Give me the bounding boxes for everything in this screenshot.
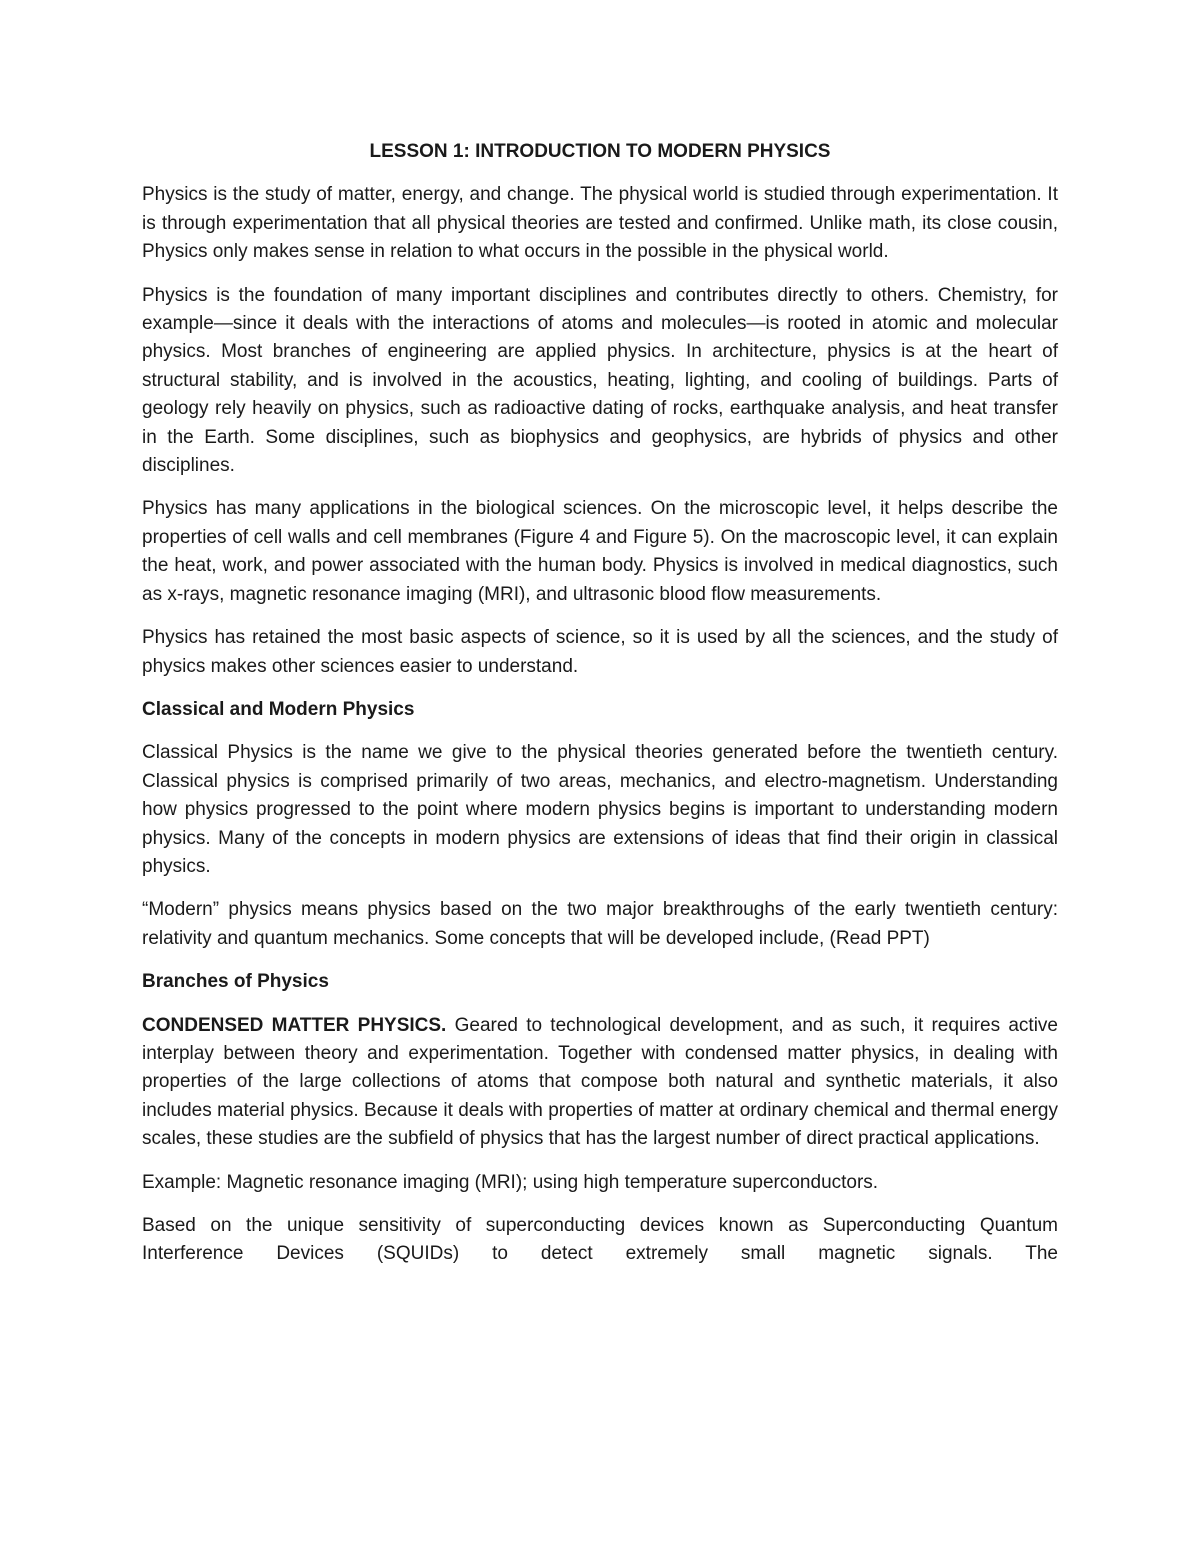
condensed-matter-paragraph [142, 1012, 1058, 1154]
intro-paragraph-2: Physics is the foundation of many important disciplines and contributes directly to others. Chemistry, for example—since it deals with the interactions of atoms and molecules—is rooted in atomic and molecular physics. Most branches of engineering are applied physics. In architecture, physics is at the heart of structural stability, and is involved in the acoustics, heating, lighting, and cooling of buildings. Parts of geology rely heavily on physics, such as radioactive dating of rocks, earthquake analysis, and heat transfer in the Earth. Some disciplines, such as biophysics and geophysics, are hybrids of physics and other disciplines. [142, 284, 1058, 477]
example-paragraph: Example: Magnetic resonance imaging (MRI); using high temperature superconductors. [142, 1171, 879, 1193]
intro-paragraph-1: Physics is the study of matter, energy, and change. The physical world is studied through experimentation. It is through experimentation that all physical theories are tested and confirmed. Unlike math, its close cousin, Physics only makes sense in relation to what occurs in the possible in the physical world. [142, 184, 1058, 263]
section-heading-classical: Classical and Modern Physics [142, 698, 415, 720]
document-page [142, 138, 1058, 1284]
squid-paragraph: Based on the unique sensitivity of superconducting devices known as Superconducting Quantum Interference Devices (SQUIDs) to detect extremely small magnetic signals. The [142, 1215, 1058, 1265]
intro-paragraph-4: Physics has retained the most basic aspects of science, so it is used by all the sciences, and the study of physics makes other sciences easier to understand. [142, 627, 1058, 677]
intro-paragraph-3: Physics has many applications in the biological sciences. On the microscopic level, it helps describe the properties of cell walls and cell membranes (Figure 4 and Figure 5). On the macroscopic level, it can explain the heat, work, and power associated with the human body. Physics is involved in medical diagnostics, such as x-rays, magnetic resonance imaging (MRI), and ultrasonic blood flow measurements. [142, 498, 1058, 605]
lesson-title: LESSON 1: INTRODUCTION TO MODERN PHYSICS [369, 141, 831, 162]
classical-paragraph-1: Classical Physics is the name we give to the physical theories generated before the twentieth century. Classical physics is comprised primarily of two areas, mechanics, and electro-magnetism. Understanding how physics progressed to the point where modern physics begins is important to understanding modern physics. Many of the concepts in modern physics are extensions of ideas that find their origin in classical physics. [142, 742, 1058, 877]
classical-paragraph-2: “Modern” physics means physics based on the two major breakthroughs of the early twentieth century: relativity and quantum mechanics. Some concepts that will be developed include, (Read PPT) [142, 899, 1058, 949]
condensed-matter-text: Geared to technological development, and as such, it requires active interplay between theory and experimentation. Together with condensed matter physics, in dealing with properties of the large collections of atoms that compose both natural and synthetic materials, it also includes material physics. Because it deals with properties of matter at ordinary chemical and thermal energy scales, these studies are the subfield of physics that has the largest number of direct practical applications. [142, 1014, 1058, 1150]
section-heading-branches: Branches of Physics [142, 971, 329, 993]
condensed-matter-label: CONDENSED MATTER PHYSICS. [142, 1014, 447, 1036]
